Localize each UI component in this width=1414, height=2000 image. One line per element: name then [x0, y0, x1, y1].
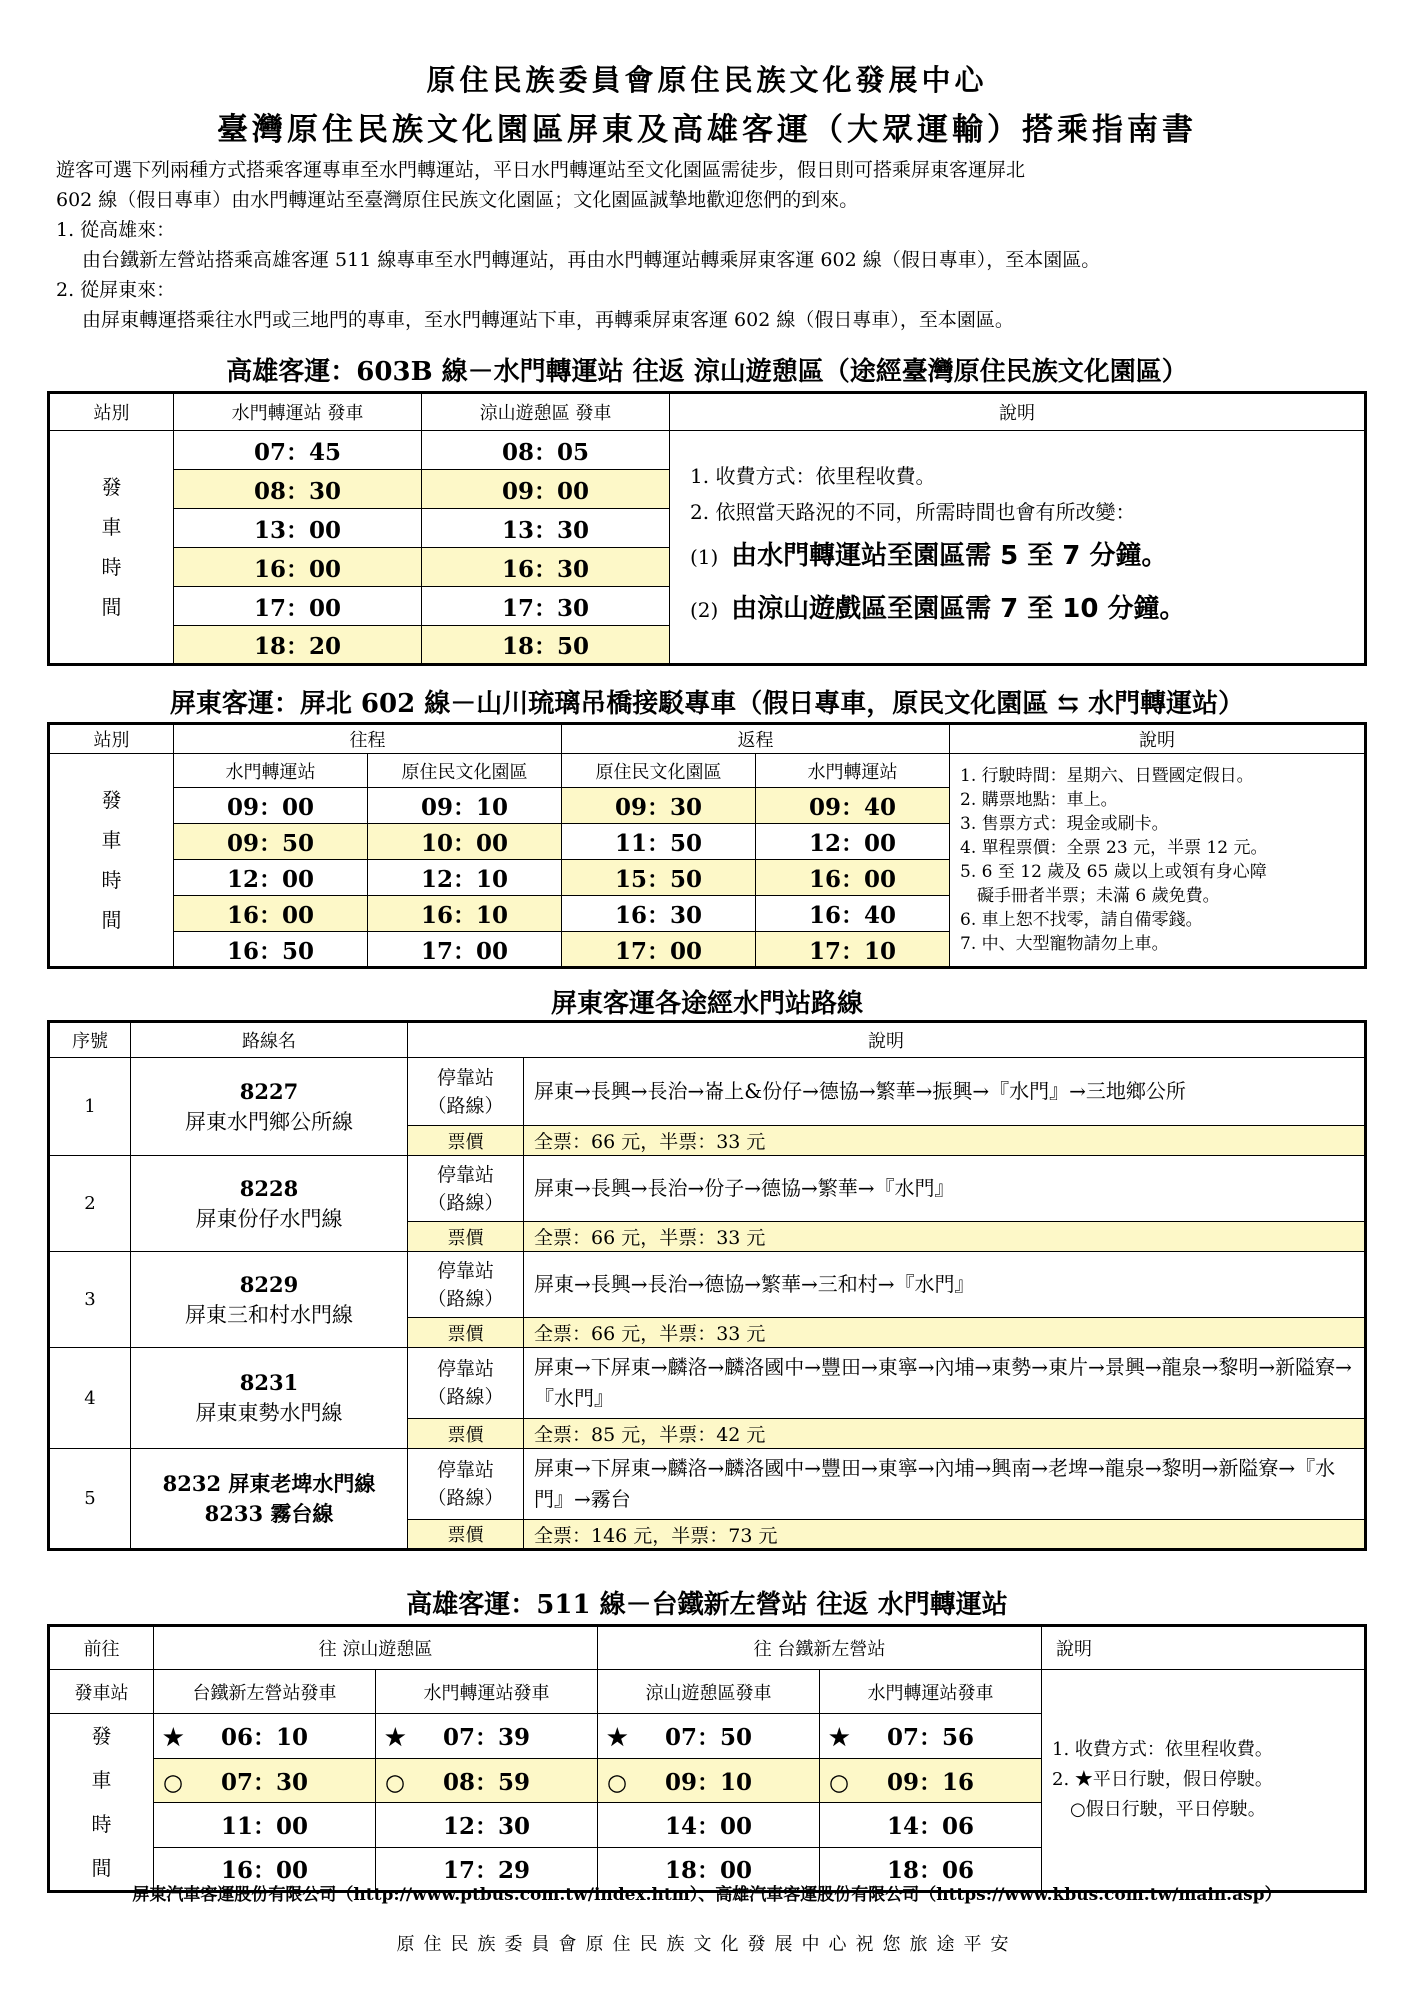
section-title-511: 高雄客運：511 線－台鐵新左營站 往返 水門轉運站 [406, 1590, 1008, 1620]
notes-cell [950, 754, 1366, 968]
column-header: 涼山遊憩區發車 [598, 1670, 820, 1714]
time-cell: ○ 07：30 [154, 1758, 376, 1803]
fare-label: 票價 [408, 1126, 524, 1156]
note: 1. 行駛時間：星期六、日暨國定假日。 [960, 766, 1254, 786]
time-cell: 10：00 [368, 824, 562, 860]
time-cell: 17：30 [422, 587, 670, 626]
time-cell: 12：30 [376, 1803, 598, 1848]
note: 1. 收費方式：依里程收費。 [1052, 1739, 1273, 1760]
time-cell: ○ 09：10 [598, 1758, 820, 1803]
route-fare: 全票：66 元，半票：33 元 [524, 1222, 1366, 1252]
fare-label: 票價 [408, 1520, 524, 1550]
time-cell: 16：00 [756, 860, 950, 896]
time-cell: 12：10 [368, 860, 562, 896]
time-cell: 07：45 [174, 431, 422, 470]
time-cell: 14：00 [598, 1803, 820, 1848]
time-cell: 09：30 [562, 788, 756, 824]
time-cell: 09：10 [368, 788, 562, 824]
route-number: 4 [49, 1348, 131, 1449]
route-fare: 全票：85 元，半票：42 元 [524, 1419, 1366, 1449]
fare-label: 票價 [408, 1222, 524, 1252]
time-cell: 16：40 [756, 896, 950, 932]
time-cell: 16：00 [174, 548, 422, 587]
intro [56, 155, 1366, 335]
star-icon: ★ [385, 1724, 406, 1752]
stop-label: 停靠站 （路線） [408, 1252, 524, 1318]
footer-links: 屏東汽車客運股份有限公司（http://www.ptbus.com.tw/index.htm）、高雄汽車客運股份有限公司（https://www.kbus.com.tw/main.asp） [132, 1885, 1282, 1905]
route-number: 3 [49, 1252, 131, 1348]
route-number: 2 [49, 1156, 131, 1252]
header-cell: 往 涼山遊憩區 [154, 1626, 598, 1670]
page-title: 原住民族委員會原住民族文化發展中心 [426, 63, 988, 97]
section-title-603b: 高雄客運：603B 線－水門轉運站 往返 涼山遊憩區（途經臺灣原住民族文化園區） [226, 357, 1188, 387]
header-cell: 往程 [174, 724, 562, 754]
circle-icon: ○ [385, 1768, 406, 1796]
fare-label: 票價 [408, 1419, 524, 1449]
time-cell: ★ 07：56 [820, 1714, 1042, 1759]
column-header: 水門轉運站 [756, 754, 950, 788]
route-fare: 全票：66 元，半票：33 元 [524, 1126, 1366, 1156]
notes-cell [670, 431, 1366, 665]
time-cell: 16：30 [422, 548, 670, 587]
header-cell: 路線名 [131, 1022, 408, 1058]
time-cell: 16：30 [562, 896, 756, 932]
column-header: 水門轉運站 [174, 754, 368, 788]
header-cell: 序號 [49, 1022, 131, 1058]
header-cell: 說明 [950, 724, 1366, 754]
time-cell: 12：00 [174, 860, 368, 896]
route-name: 8231 屏東東勢水門線 [131, 1348, 408, 1449]
time-cell: 18：50 [422, 626, 670, 665]
note: (2) 由涼山遊戲區至園區需 7 至 10 分鐘。 [690, 594, 1186, 624]
intro-text: 由台鐵新左營站搭乘高雄客運 511 線專車至水門轉運站，再由水門轉運站轉乘屏東客運 602 線（假日專車），至本園區。 [82, 249, 1101, 271]
note: 2. 依照當天路況的不同，所需時間也會有所改變： [690, 500, 1136, 524]
star-icon: ★ [829, 1724, 850, 1752]
header-cell: 前往 [49, 1626, 154, 1670]
time-cell: 17：00 [174, 587, 422, 626]
footer-blessing: 原住民族委員會原住民族文化發展中心祝您旅途平安 [396, 1934, 1018, 1955]
time-cell: 09：00 [422, 470, 670, 509]
schedule-603b [47, 391, 1367, 666]
intro-text: 遊客可選下列兩種方式搭乘客運專車至水門轉運站，平日水門轉運站至文化園區需徒步，假日則可搭乘屏東客運屏北 [56, 159, 1026, 181]
stop-label: 停靠站 （路線） [408, 1348, 524, 1419]
header-cell: 涼山遊憩區 發車 [422, 393, 670, 431]
time-cell: 17：10 [756, 932, 950, 968]
time-cell: 11：00 [154, 1803, 376, 1848]
note: 7. 中、大型寵物請勿上車。 [960, 934, 1169, 954]
intro-heading: 1. 從高雄來： [56, 219, 176, 241]
route-number: 5 [49, 1449, 131, 1550]
route-number: 1 [49, 1058, 131, 1156]
time-cell: ○ 08：59 [376, 1758, 598, 1803]
note: 4. 單程票價：全票 23 元，半票 12 元。 [960, 838, 1268, 858]
time-cell: 09：00 [174, 788, 368, 824]
stop-label: 停靠站 （路線） [408, 1156, 524, 1222]
time-cell: 08：05 [422, 431, 670, 470]
column-header: 水門轉運站發車 [820, 1670, 1042, 1714]
stop-label: 停靠站 （路線） [408, 1058, 524, 1126]
vertical-label: 發 車 時 間 [49, 1714, 154, 1892]
routes-table [47, 1020, 1367, 1551]
time-cell: 11：50 [562, 824, 756, 860]
route-name: 8232 屏東老埤水門線 8233 霧台線 [131, 1449, 408, 1550]
stop-label: 停靠站 （路線） [408, 1449, 524, 1520]
time-cell: ★ 07：50 [598, 1714, 820, 1759]
time-cell: 16：50 [174, 932, 368, 968]
note: 礙手冊者半票；未滿 6 歲免費。 [960, 886, 1220, 906]
note: 2. 購票地點：車上。 [960, 790, 1118, 810]
column-header: 原住民文化園區 [368, 754, 562, 788]
time-cell: 13：30 [422, 509, 670, 548]
time-cell: 14：06 [820, 1803, 1042, 1848]
header-cell: 返程 [562, 724, 950, 754]
note: 3. 售票方式：現金或刷卡。 [960, 814, 1169, 834]
time-cell: 15：50 [562, 860, 756, 896]
route-fare: 全票：66 元，半票：33 元 [524, 1318, 1366, 1348]
time-cell: 18：06 [820, 1847, 1042, 1892]
time-cell: 18：20 [174, 626, 422, 665]
column-header: 台鐵新左營站發車 [154, 1670, 376, 1714]
time-cell: 17：29 [376, 1847, 598, 1892]
route-name: 8229 屏東三和村水門線 [131, 1252, 408, 1348]
note: (1) 由水門轉運站至園區需 5 至 7 分鐘。 [690, 541, 1168, 571]
time-cell: 16：00 [154, 1847, 376, 1892]
section-title-routes: 屏東客運各途經水門站路線 [550, 989, 863, 1019]
notes-cell [1042, 1670, 1366, 1892]
time-cell: ○ 09：16 [820, 1758, 1042, 1803]
header-cell: 說明 [1042, 1626, 1366, 1670]
route-stops: 屏東→長興→長治→崙上&份仔→德協→繁華→振興→『水門』→三地鄉公所 [524, 1058, 1366, 1126]
fare-label: 票價 [408, 1318, 524, 1348]
time-cell: ★ 06：10 [154, 1714, 376, 1759]
time-cell: 18：00 [598, 1847, 820, 1892]
time-cell: 17：00 [368, 932, 562, 968]
column-header: 水門轉運站發車 [376, 1670, 598, 1714]
route-fare: 全票：146 元，半票：73 元 [524, 1520, 1366, 1550]
column-header: 原住民文化園區 [562, 754, 756, 788]
header-cell: 說明 [408, 1022, 1366, 1058]
vertical-label: 發 車 時 間 [49, 431, 174, 665]
vertical-label: 發 車 時 間 [49, 754, 174, 968]
circle-icon: ○ [162, 1768, 184, 1796]
circle-icon: ○ [829, 1768, 850, 1796]
header-cell: 站別 [49, 393, 174, 431]
header-cell: 往 台鐵新左營站 [598, 1626, 1042, 1670]
star-icon: ★ [607, 1724, 628, 1752]
time-cell: 12：00 [756, 824, 950, 860]
column-header: 發車站 [49, 1670, 154, 1714]
note: 6. 車上恕不找零，請自備零錢。 [960, 910, 1203, 930]
note: 2. ★平日行駛，假日停駛。 [1052, 1769, 1273, 1790]
route-name: 8227 屏東水門鄉公所線 [131, 1058, 408, 1156]
route-stops: 屏東→下屏東→麟洛→麟洛國中→豐田→東寧→內埔→東勢→東片→景興→龍泉→黎明→新隘寮→『水門』 [524, 1348, 1366, 1419]
time-cell: 17：00 [562, 932, 756, 968]
time-cell: ★ 07：39 [376, 1714, 598, 1759]
star-icon: ★ [162, 1724, 184, 1752]
schedule-511 [47, 1624, 1367, 1893]
route-stops: 屏東→下屏東→麟洛→麟洛國中→豐田→東寧→內埔→興南→老埤→龍泉→黎明→新隘寮→『水門』→霧台 [524, 1449, 1366, 1520]
header-cell: 站別 [49, 724, 174, 754]
time-cell: 09：50 [174, 824, 368, 860]
intro-heading: 2. 從屏東來： [56, 279, 176, 301]
note: ○假日行駛，平日停駛。 [1052, 1799, 1266, 1820]
time-cell: 16：10 [368, 896, 562, 932]
header-cell: 說明 [670, 393, 1366, 431]
time-cell: 13：00 [174, 509, 422, 548]
route-stops: 屏東→長興→長治→份子→德協→繁華→『水門』 [524, 1156, 1366, 1222]
header-cell: 水門轉運站 發車 [174, 393, 422, 431]
time-cell: 09：40 [756, 788, 950, 824]
note: 1. 收費方式：依里程收費。 [690, 464, 936, 488]
time-cell: 08：30 [174, 470, 422, 509]
section-title-602: 屏東客運：屏北 602 線－山川琉璃吊橋接駁專車（假日專車，原民文化園區 ⇆ 水門轉運站） [169, 689, 1245, 719]
intro-text: 由屏東轉運搭乘往水門或三地門的專車，至水門轉運站下車，再轉乘屏東客運 602 線（假日專車），至本園區。 [82, 309, 1014, 331]
circle-icon: ○ [607, 1768, 628, 1796]
route-name: 8228 屏東份仔水門線 [131, 1156, 408, 1252]
time-cell: 16：00 [174, 896, 368, 932]
schedule-602 [47, 722, 1367, 969]
note: 5. 6 至 12 歲及 65 歲以上或領有身心障 [960, 862, 1267, 882]
route-stops: 屏東→長興→長治→德協→繁華→三和村→『水門』 [524, 1252, 1366, 1318]
intro-text: 602 線（假日專車）由水門轉運站至臺灣原住民族文化園區；文化園區誠摯地歡迎您們的到來。 [56, 189, 859, 211]
page-subtitle: 臺灣原住民族文化園區屏東及高雄客運（大眾運輸）搭乘指南書 [217, 112, 1197, 148]
